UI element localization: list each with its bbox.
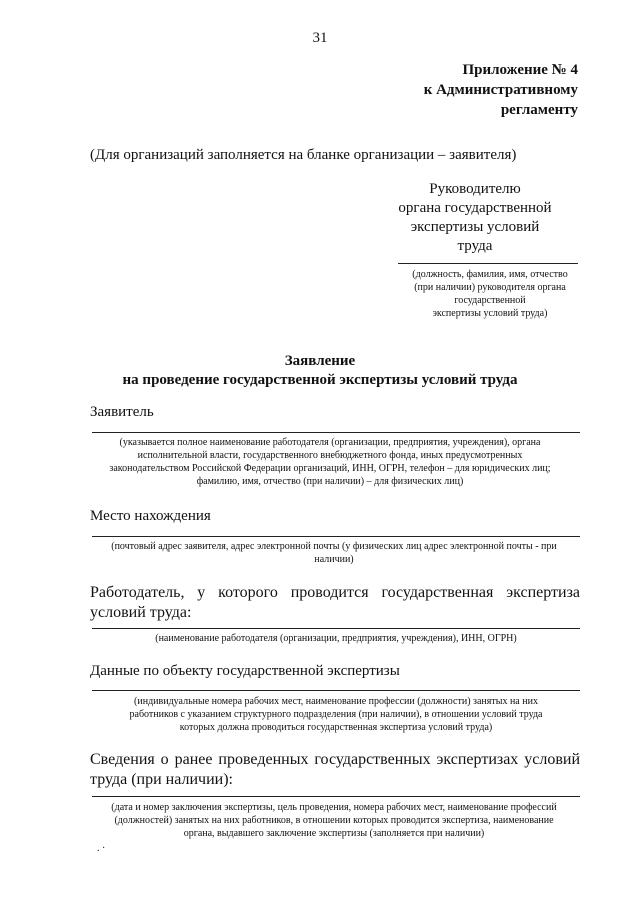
- previous-expertise-fill-line[interactable]: [92, 796, 580, 797]
- recipient-line-2: органа государственной: [398, 200, 552, 216]
- recipient-block: [380, 180, 570, 256]
- location-fill-line[interactable]: [92, 536, 580, 537]
- title-line-2: на проведение государственной экспертизы условий труда: [122, 372, 518, 388]
- appendix-header: [424, 60, 578, 120]
- applicant-fill-line[interactable]: [92, 432, 580, 433]
- applicant-hint-line-1: (указывается полное наименование работодателя (организации, предприятия, учреждения), органа: [119, 437, 541, 448]
- object-hint: [92, 695, 580, 734]
- appendix-line-1: Приложение № 4: [462, 62, 578, 78]
- object-label: Данные по объекту государственной экспертизы: [90, 663, 400, 679]
- recipient-line-4: труда: [457, 238, 493, 254]
- document-title: [0, 352, 640, 390]
- appendix-line-2: к Административному: [423, 82, 578, 98]
- recipient-fill-line[interactable]: [398, 263, 578, 264]
- location-hint: [86, 540, 582, 566]
- previous-hint-line-2: (должностей) занятых на них работников, в отношении которых проводится экспертиза, наименование: [114, 815, 554, 826]
- employer-fill-line[interactable]: [92, 628, 580, 629]
- previous-hint-line-1: (дата и номер заключения экспертизы, цель проведения, номера рабочих мест, наименование профессий: [111, 802, 557, 813]
- object-hint-line-3: которых должна проводиться государственная экспертиза условий труда): [179, 722, 493, 733]
- location-hint-line-2: наличии): [314, 554, 354, 565]
- location-label: Место нахождения: [90, 508, 211, 524]
- recipient-hint-line-2: (при наличии) руководителя органа: [414, 282, 566, 293]
- page-number: 31: [312, 30, 328, 46]
- applicant-label: Заявитель: [90, 404, 154, 420]
- title-line-1: Заявление: [284, 353, 356, 369]
- recipient-hint-line-4: экспертизы условий труда): [432, 308, 548, 319]
- employer-hint: [92, 632, 580, 645]
- recipient-hint-line-1: (должность, фамилия, имя, отчество: [412, 269, 568, 280]
- object-hint-line-1: (индивидуальные номера рабочих мест, наименование профессии (должности) занятых на них: [134, 696, 538, 707]
- appendix-line-3: регламенту: [500, 102, 578, 118]
- previous-hint-line-3: органа, выдавшего заключение экспертизы (заполняется при наличии): [183, 828, 485, 839]
- object-hint-line-2: работников с указанием структурного подразделения (при наличии), в отношении условий труда: [129, 709, 543, 720]
- scan-marks: . ·: [97, 843, 106, 854]
- recipient-line-1: Руководителю: [429, 181, 521, 197]
- object-fill-line[interactable]: [92, 690, 580, 691]
- letterhead-note: (Для организаций заполняется на бланке организации – заявителя): [90, 147, 517, 163]
- employer-label: Работодатель, у которого проводится государственная экспертиза условий труда:: [90, 584, 580, 621]
- previous-expertise-hint: [86, 801, 582, 840]
- employer-hint-line-1: (наименование работодателя (организации, предприятия, учреждения), ИНН, ОГРН): [155, 633, 517, 644]
- location-hint-line-1: (почтовый адрес заявителя, адрес электронной почты (у физических лиц адрес электронной почты - при: [111, 541, 557, 552]
- recipient-line-3: экспертизы условий: [410, 219, 540, 235]
- applicant-hint-line-4: фамилию, имя, отчество (при наличии) – для физических лиц): [196, 476, 464, 487]
- applicant-hint-line-2: исполнительной власти, государственного внебюджетного фонда, иных предусмотренных: [137, 450, 523, 461]
- recipient-hint: [400, 268, 580, 320]
- applicant-hint: [80, 436, 580, 488]
- recipient-hint-line-3: государственной: [454, 295, 526, 306]
- applicant-hint-line-3: законодательством Российской Федерации организаций, ИНН, ОГРН, телефон – для юридических лиц;: [109, 463, 551, 474]
- previous-expertise-label: Сведения о ранее проведенных государственных экспертизах условий труда (при наличии):: [90, 751, 580, 788]
